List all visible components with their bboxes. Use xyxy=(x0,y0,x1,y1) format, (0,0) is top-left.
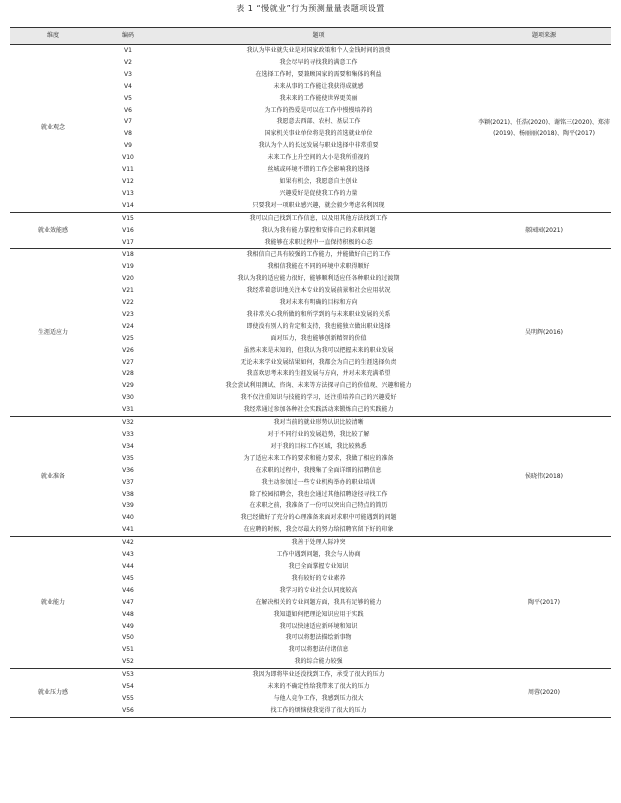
item-text-cell: 我可以将想法描绘新事物 xyxy=(285,634,352,642)
item-text-cell: 我的综合能力较强 xyxy=(160,656,477,668)
item-text-cell: 对于我的目标工作区域，我比较熟悉 xyxy=(270,442,367,450)
item-text-cell: 我有较好的专业素养 xyxy=(291,574,346,582)
item-text-cell: 找工作的烦恼使我觉得了很大的压力 xyxy=(160,705,477,717)
code-cell: V16 xyxy=(122,226,134,234)
code-cell: V19 xyxy=(122,263,134,271)
item-text-cell: 我会尽早的寻找我的满意工作 xyxy=(279,58,358,66)
item-text-cell: 我认为我有能力掌控和安排自己的求职问题 xyxy=(261,226,376,234)
dimension-group xyxy=(10,45,611,213)
table-row xyxy=(10,249,611,261)
table-row xyxy=(10,212,611,224)
item-text-cell: 我对当前的就业形势认识比较清晰 xyxy=(273,419,364,427)
code-cell: V8 xyxy=(124,130,132,138)
header-source: 题项来源 xyxy=(477,28,611,45)
code-cell: V5 xyxy=(124,94,132,102)
item-text-cell: 我已全面掌握专业知识 xyxy=(288,562,349,570)
item-text-cell: 我未来的工作能使世界更美丽 xyxy=(279,94,358,102)
item-text-cell: 未来工作上升空间的大小是我所重视的 xyxy=(267,154,370,162)
header-code: 编码 xyxy=(96,28,160,45)
dimension-cell: 就业压力感 xyxy=(10,669,96,718)
item-text-cell: 兴趣爱好是促使我工作的力量 xyxy=(279,189,358,197)
code-cell: V33 xyxy=(122,431,134,438)
dimension-group xyxy=(10,249,611,417)
code-cell: V24 xyxy=(122,322,134,330)
item-text-cell: 工作中遇到问题，我会与人协商 xyxy=(276,551,361,559)
code-cell: V31 xyxy=(96,404,160,416)
code-cell: V35 xyxy=(122,454,134,462)
item-text-cell: 如果有机会，我愿意自主创业 xyxy=(279,177,358,185)
item-text-cell: 对于不同行业的发展趋势，我比较了解 xyxy=(267,431,370,438)
code-cell: V55 xyxy=(122,694,134,702)
item-text-cell: 我认为毕业就失业是对国家政策和个人金钱时间的浪费 xyxy=(246,47,391,54)
item-text-cell: 我喜欢思考未来的生涯发展与方向，并对未来充满希望 xyxy=(246,370,391,378)
code-cell: V28 xyxy=(122,370,134,378)
code-cell: V32 xyxy=(122,419,134,427)
item-text-cell: 我可以将想法付诸信息 xyxy=(288,646,349,654)
code-cell: V45 xyxy=(122,574,134,582)
code-cell: V42 xyxy=(122,539,134,547)
code-cell: V47 xyxy=(122,598,134,606)
item-text-cell: 我愿意去西部、农村、基层工作 xyxy=(276,118,361,126)
item-text-cell: 我知道如何把理论知识应用于实践 xyxy=(273,610,364,618)
item-text-cell: 未来的不确定性给我带来了很大的压力 xyxy=(267,683,370,691)
item-text-cell: 为工作的热爱是可以在工作中慢慢培养的 xyxy=(264,106,373,114)
code-cell: V15 xyxy=(122,214,134,222)
source-cell: 李颖(2021)、任浩(2020)、谢铭三(2020)、郑沛(2019)、杨丽丽(2018)、陶平(2017) xyxy=(477,45,611,213)
code-cell: V54 xyxy=(122,683,134,691)
code-cell: V6 xyxy=(124,106,132,114)
scale-items-table xyxy=(10,27,611,718)
item-text-cell: 我相信自己具有较强的工作能力，并能做好自己的工作 xyxy=(246,251,391,259)
item-text-cell: 在求职的过程中，我搜集了全面详细的招聘信息 xyxy=(255,466,382,474)
code-cell: V22 xyxy=(122,299,134,307)
table-row xyxy=(10,417,611,429)
code-cell: V11 xyxy=(122,166,134,174)
source-cell: 周蓉(2020) xyxy=(477,669,611,718)
code-cell: V27 xyxy=(122,358,134,366)
header-item: 题项 xyxy=(160,28,477,45)
code-cell: V37 xyxy=(122,478,134,486)
dimension-group xyxy=(10,537,611,669)
code-cell: V10 xyxy=(122,154,134,162)
item-text-cell: 与他人竞争工作，我感到压力很大 xyxy=(273,694,364,702)
code-cell: V51 xyxy=(122,646,134,654)
item-text-cell: 我会尝试利用测试、咨询、未来等方法探寻自己的价值观、兴趣和能力 xyxy=(225,382,412,390)
item-text-cell: 我可以自己找到工作信息，以及用其他方法找到工作 xyxy=(249,214,388,222)
code-cell: V20 xyxy=(122,275,134,283)
header-dimension: 维度 xyxy=(10,28,96,45)
item-text-cell: 即使没有别人的肯定和支持，我也能独立做出职业选择 xyxy=(246,322,391,330)
code-cell: V12 xyxy=(122,177,134,185)
item-text-cell: 在解决相关的专业问题方面，我具有足够的能力 xyxy=(255,598,382,606)
dimension-cell: 就业效能感 xyxy=(10,212,96,249)
code-cell: V50 xyxy=(122,634,134,642)
code-cell: V43 xyxy=(122,551,134,559)
code-cell: V36 xyxy=(122,466,134,474)
item-text-cell: 我善于处理人际冲突 xyxy=(291,539,346,547)
code-cell: V49 xyxy=(122,622,134,630)
code-cell: V4 xyxy=(124,82,132,90)
item-text-cell: 我可以快速适应新环境和知识 xyxy=(279,622,358,630)
item-text-cell: 只要我对一项职业感兴趣，就会毅少考虑名利因现 xyxy=(160,200,477,212)
item-text-cell: 我不仅注重知识与技能的学习，还注重培养自己的兴趣爱好 xyxy=(240,394,397,402)
table-header-row xyxy=(10,28,611,45)
item-text-cell: 在求职之前，我准备了一份可以突出自己特点的简历 xyxy=(249,502,388,510)
code-cell: V46 xyxy=(122,586,134,594)
item-text-cell: 我学习的专业社会认同度较高 xyxy=(279,586,358,594)
table-row xyxy=(10,45,611,57)
code-cell: V48 xyxy=(122,610,134,618)
code-cell: V40 xyxy=(122,514,134,522)
dimension-group xyxy=(10,417,611,537)
code-cell: V29 xyxy=(122,382,134,390)
dimension-cell: 就业观念 xyxy=(10,45,96,213)
code-cell: V30 xyxy=(122,394,134,402)
code-cell: V9 xyxy=(124,142,132,150)
code-cell: V21 xyxy=(122,287,134,295)
item-text-cell: 我经常通过参加各种社会实践活动来锻炼自己的实践能力 xyxy=(160,404,477,416)
item-text-cell: 我认为我的适应能力很好，能够顺利适应任各种职业的过渡期 xyxy=(237,275,400,283)
item-text-cell: 我主动参加过一些专业机构举办的职业培训 xyxy=(261,478,376,486)
item-text-cell: 为了适应未来工作的要求和能力要求，我做了相应的准备 xyxy=(243,454,394,462)
code-cell: V23 xyxy=(122,310,134,318)
item-text-cell: 丝城或环境不错的工作会影响我的选择 xyxy=(267,166,370,174)
item-text-cell: 在应聘的时候，我会尽最大的努力给招聘官留下好的印象 xyxy=(160,524,477,536)
code-cell: V53 xyxy=(122,671,134,679)
source-cell: 陶平(2017) xyxy=(477,537,611,669)
dimension-cell: 就业能力 xyxy=(10,537,96,669)
code-cell: V38 xyxy=(122,490,134,498)
code-cell: V34 xyxy=(122,442,134,450)
code-cell: V18 xyxy=(122,251,134,259)
item-text-cell: 我非常关心我所做的和所学到的与未来职业发展的关系 xyxy=(246,310,391,318)
item-text-cell: 我经常着意识地关注本专业的发展前景和社会应用状况 xyxy=(246,287,391,295)
code-cell: V44 xyxy=(122,562,134,570)
source-cell: 郝园园(2021) xyxy=(477,212,611,249)
code-cell: V41 xyxy=(96,524,160,536)
source-cell: 侯晓伟(2018) xyxy=(477,417,611,537)
item-text-cell: 无论未来学业发展结果如何，我都会为自己的生涯选择负责 xyxy=(240,358,397,366)
table-caption: 表 1 “慢就业”行为预测量量表题项设置 xyxy=(236,4,385,13)
item-text-cell: 我已经做好了充分的心理准备来面对求职中可能遇到的问题 xyxy=(240,514,397,522)
item-text-cell: 我认为个人的长远发展与职业选择中非常重要 xyxy=(258,142,379,150)
item-text-cell: 我能够在求职过程中一直保持积极的心态 xyxy=(160,237,477,249)
code-cell: V1 xyxy=(124,47,132,54)
item-text-cell: 我相信我能在不同的环境中求职得顺好 xyxy=(267,263,370,271)
code-cell: V7 xyxy=(124,118,132,126)
code-cell: V52 xyxy=(96,656,160,668)
code-cell: V39 xyxy=(122,502,134,510)
dimension-group xyxy=(10,212,611,249)
code-cell: V25 xyxy=(122,334,134,342)
code-cell: V26 xyxy=(122,346,134,354)
code-cell: V2 xyxy=(124,58,132,66)
item-text-cell: 除了校园招聘会，我也会通过其他招聘途径寻找工作 xyxy=(249,490,388,498)
item-text-cell: 面对压力，我也能够创新精智的价值 xyxy=(270,334,367,342)
code-cell: V56 xyxy=(96,705,160,717)
dimension-group xyxy=(10,669,611,718)
item-text-cell: 国家机关事业单位将是我的首选就业单位 xyxy=(264,130,373,138)
code-cell: V17 xyxy=(96,237,160,249)
table-row xyxy=(10,669,611,681)
source-cell: 吴明辉(2016) xyxy=(477,249,611,417)
code-cell: V14 xyxy=(96,200,160,212)
item-text-cell: 我因为即将毕业还没找到工作，承受了很大的压力 xyxy=(252,671,385,679)
dimension-cell: 生涯适应力 xyxy=(10,249,96,417)
code-cell: V13 xyxy=(122,189,134,197)
table-row xyxy=(10,537,611,549)
item-text-cell: 未来从事的工作能让我获得成就感 xyxy=(273,82,364,90)
item-text-cell: 虽然未来是未知的，但我认为我可以把握未来的职业发展 xyxy=(243,346,394,354)
item-text-cell: 我对未来有明确的目标和方向 xyxy=(279,299,358,307)
item-text-cell: 在选择工作时，要兼顾国家的需要和集体的利益 xyxy=(255,70,382,78)
dimension-cell: 就业准备 xyxy=(10,417,96,537)
code-cell: V3 xyxy=(124,70,132,78)
